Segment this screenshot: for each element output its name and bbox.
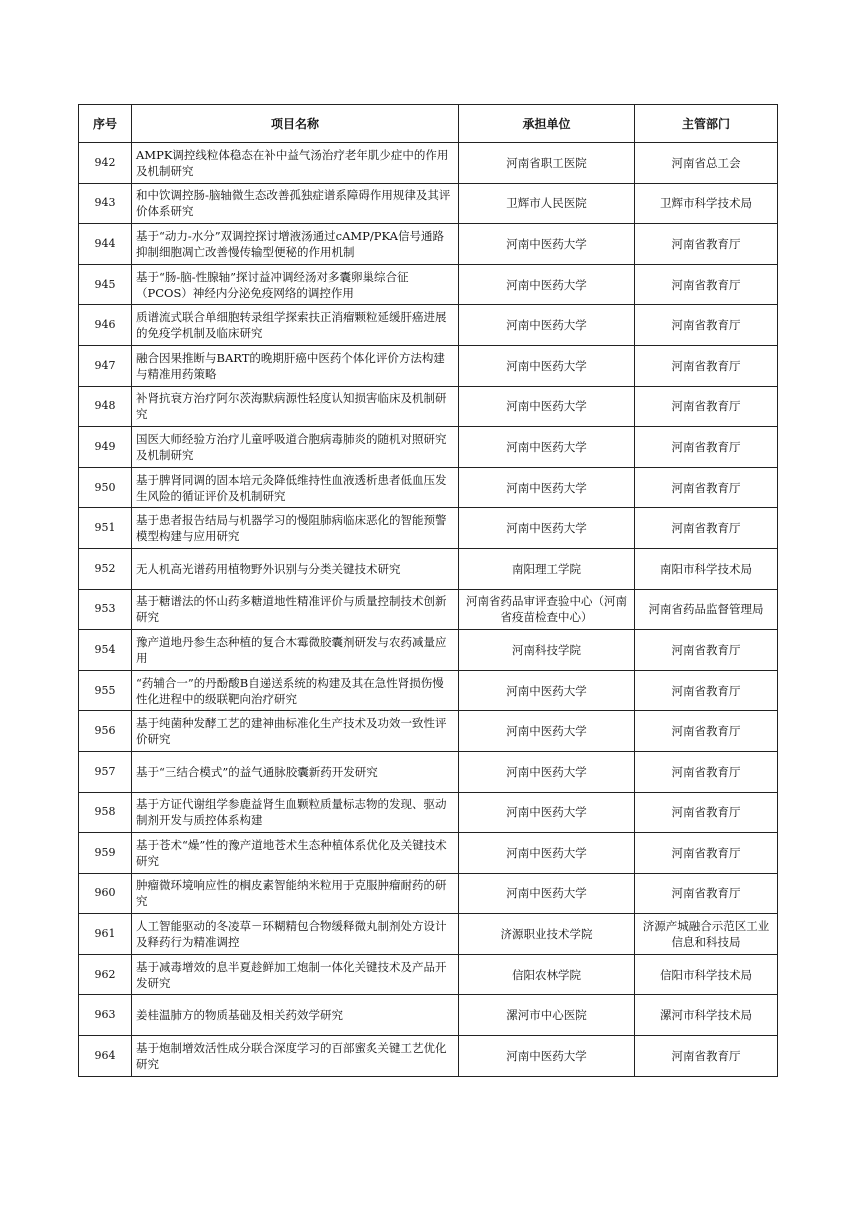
project-name: 基于纯菌种发酵工艺的建神曲标准化生产技术及功效一致性评价研究: [132, 711, 459, 752]
row-number: 955: [79, 670, 132, 711]
table-row: [79, 1036, 778, 1077]
supervising-dept: 河南省教育厅: [635, 264, 778, 305]
row-number: 953: [79, 589, 132, 630]
table-row: [79, 914, 778, 955]
row-number: 945: [79, 264, 132, 305]
row-number: 948: [79, 386, 132, 427]
table-row: [79, 264, 778, 305]
project-name: 国医大师经验方治疗儿童呼吸道合胞病毒肺炎的随机对照研究及机制研究: [132, 427, 459, 468]
project-name: 基于糖谱法的怀山药多糖道地性精准评价与质量控制技术创新研究: [132, 589, 459, 630]
row-number: 957: [79, 751, 132, 792]
supervising-dept: 河南省教育厅: [635, 345, 778, 386]
project-name: 基于苍术“燥”性的豫产道地苍术生态种植体系优化及关键技术研究: [132, 833, 459, 874]
table-row: [79, 711, 778, 752]
undertaking-unit: 河南中医药大学: [459, 833, 635, 874]
undertaking-unit: 河南中医药大学: [459, 345, 635, 386]
table-row: [79, 630, 778, 671]
undertaking-unit: 河南中医药大学: [459, 305, 635, 346]
supervising-dept: 信阳市科学技术局: [635, 954, 778, 995]
row-number: 951: [79, 508, 132, 549]
undertaking-unit: 河南中医药大学: [459, 224, 635, 265]
supervising-dept: 河南省教育厅: [635, 1036, 778, 1077]
row-number: 959: [79, 833, 132, 874]
header-undertaking-unit: 承担单位: [459, 105, 635, 143]
undertaking-unit: 河南中医药大学: [459, 792, 635, 833]
undertaking-unit: 河南中医药大学: [459, 1036, 635, 1077]
supervising-dept: 河南省总工会: [635, 143, 778, 184]
project-name: 姜桂温肺方的物质基础及相关药效学研究: [132, 995, 459, 1036]
undertaking-unit: 济源职业技术学院: [459, 914, 635, 955]
supervising-dept: 漯河市科学技术局: [635, 995, 778, 1036]
undertaking-unit: 南阳理工学院: [459, 548, 635, 589]
supervising-dept: 河南省教育厅: [635, 508, 778, 549]
supervising-dept: 河南省教育厅: [635, 711, 778, 752]
project-name: 肿瘤微环境响应性的榈皮素智能纳米粒用于克服肿瘤耐药的研究: [132, 873, 459, 914]
table-row: [79, 954, 778, 995]
undertaking-unit: 河南科技学院: [459, 630, 635, 671]
undertaking-unit: 河南中医药大学: [459, 508, 635, 549]
row-number: 944: [79, 224, 132, 265]
project-name: 人工智能驱动的冬凌草－环糊精包合物缓释微丸制剂处方设计及释药行为精准调控: [132, 914, 459, 955]
undertaking-unit: 河南省药品审评查验中心（河南省疫苗检查中心）: [459, 589, 635, 630]
table-row: [79, 345, 778, 386]
table-row: [79, 873, 778, 914]
undertaking-unit: 河南中医药大学: [459, 386, 635, 427]
table-row: [79, 183, 778, 224]
table-row: [79, 224, 778, 265]
row-number: 952: [79, 548, 132, 589]
project-name: 基于脾肾同调的固本培元灸降低维持性血液透析患者低血压发生风险的循证评价及机制研究: [132, 467, 459, 508]
table-row: [79, 792, 778, 833]
project-name: 融合因果推断与BART的晚期肝癌中医药个体化评价方法构建与精准用药策略: [132, 345, 459, 386]
undertaking-unit: 河南中医药大学: [459, 427, 635, 468]
row-number: 960: [79, 873, 132, 914]
project-name: AMPK调控线粒体稳态在补中益气汤治疗老年肌少症中的作用及机制研究: [132, 143, 459, 184]
supervising-dept: 南阳市科学技术局: [635, 548, 778, 589]
project-name: “药辅合一”的丹酚酸B自递送系统的构建及其在急性肾损伤慢性化进程中的级联靶向治疗研究: [132, 670, 459, 711]
project-name: 基于“肠-脑-性腺轴”探讨益冲调经汤对多囊卵巢综合征（PCOS）神经内分泌免疫网络的调控作用: [132, 264, 459, 305]
table-row: [79, 548, 778, 589]
row-number: 963: [79, 995, 132, 1036]
project-name: 补肾抗衰方治疗阿尔茨海默病源性轻度认知损害临床及机制研究: [132, 386, 459, 427]
project-name: 豫产道地丹参生态种植的复合木霉微胶囊剂研发与农药减量应用: [132, 630, 459, 671]
project-list-sheet: [78, 104, 777, 1077]
undertaking-unit: 河南中医药大学: [459, 751, 635, 792]
supervising-dept: 河南省教育厅: [635, 751, 778, 792]
undertaking-unit: 漯河市中心医院: [459, 995, 635, 1036]
row-number: 949: [79, 427, 132, 468]
supervising-dept: 河南省教育厅: [635, 467, 778, 508]
undertaking-unit: 河南中医药大学: [459, 711, 635, 752]
supervising-dept: 河南省药品监督管理局: [635, 589, 778, 630]
row-number: 942: [79, 143, 132, 184]
supervising-dept: 河南省教育厅: [635, 833, 778, 874]
undertaking-unit: 河南省职工医院: [459, 143, 635, 184]
table-row: [79, 589, 778, 630]
project-name: 和中饮调控肠-脑轴微生态改善孤独症谱系障碍作用规律及其评价体系研究: [132, 183, 459, 224]
undertaking-unit: 信阳农林学院: [459, 954, 635, 995]
table-row: [79, 508, 778, 549]
header-supervising-dept: 主管部门: [635, 105, 778, 143]
undertaking-unit: 河南中医药大学: [459, 873, 635, 914]
project-name: 基于患者报告结局与机器学习的慢阻肺病临床恶化的智能预警模型构建与应用研究: [132, 508, 459, 549]
supervising-dept: 河南省教育厅: [635, 670, 778, 711]
row-number: 954: [79, 630, 132, 671]
row-number: 956: [79, 711, 132, 752]
undertaking-unit: 卫辉市人民医院: [459, 183, 635, 224]
table-row: [79, 670, 778, 711]
table-row: [79, 305, 778, 346]
row-number: 946: [79, 305, 132, 346]
supervising-dept: 河南省教育厅: [635, 305, 778, 346]
header-no: 序号: [79, 105, 132, 143]
supervising-dept: 河南省教育厅: [635, 386, 778, 427]
project-name: 基于“三结合模式”的益气通脉胶囊新药开发研究: [132, 751, 459, 792]
supervising-dept: 河南省教育厅: [635, 427, 778, 468]
project-table: [78, 104, 778, 1077]
supervising-dept: 河南省教育厅: [635, 792, 778, 833]
table-row: [79, 467, 778, 508]
supervising-dept: 河南省教育厅: [635, 873, 778, 914]
row-number: 947: [79, 345, 132, 386]
header-project-name: 项目名称: [132, 105, 459, 143]
table-row: [79, 143, 778, 184]
row-number: 950: [79, 467, 132, 508]
project-name: 基于减毒增效的息半夏趁鲜加工炮制一体化关键技术及产品开发研究: [132, 954, 459, 995]
table-row: [79, 427, 778, 468]
table-header-row: [79, 105, 778, 143]
table-row: [79, 751, 778, 792]
supervising-dept: 济源产城融合示范区工业信息和科技局: [635, 914, 778, 955]
undertaking-unit: 河南中医药大学: [459, 467, 635, 508]
row-number: 943: [79, 183, 132, 224]
row-number: 961: [79, 914, 132, 955]
supervising-dept: 卫辉市科学技术局: [635, 183, 778, 224]
project-name: 基于“动力-水分”双调控探讨增液汤通过cAMP/PKA信号通路抑制细胞凋亡改善慢传输型便秘的作用机制: [132, 224, 459, 265]
undertaking-unit: 河南中医药大学: [459, 670, 635, 711]
row-number: 964: [79, 1036, 132, 1077]
project-name: 质谱流式联合单细胞转录组学探索扶正消瘤颗粒延缓肝癌进展的免疫学机制及临床研究: [132, 305, 459, 346]
project-name: 无人机高光谱药用植物野外识别与分类关键技术研究: [132, 548, 459, 589]
table-row: [79, 386, 778, 427]
table-row: [79, 995, 778, 1036]
supervising-dept: 河南省教育厅: [635, 630, 778, 671]
project-name: 基于炮制增效活性成分联合深度学习的百部蜜炙关键工艺优化研究: [132, 1036, 459, 1077]
table-row: [79, 833, 778, 874]
row-number: 962: [79, 954, 132, 995]
undertaking-unit: 河南中医药大学: [459, 264, 635, 305]
project-name: 基于方证代谢组学参鹿益肾生血颗粒质量标志物的发现、驱动制剂开发与质控体系构建: [132, 792, 459, 833]
supervising-dept: 河南省教育厅: [635, 224, 778, 265]
row-number: 958: [79, 792, 132, 833]
